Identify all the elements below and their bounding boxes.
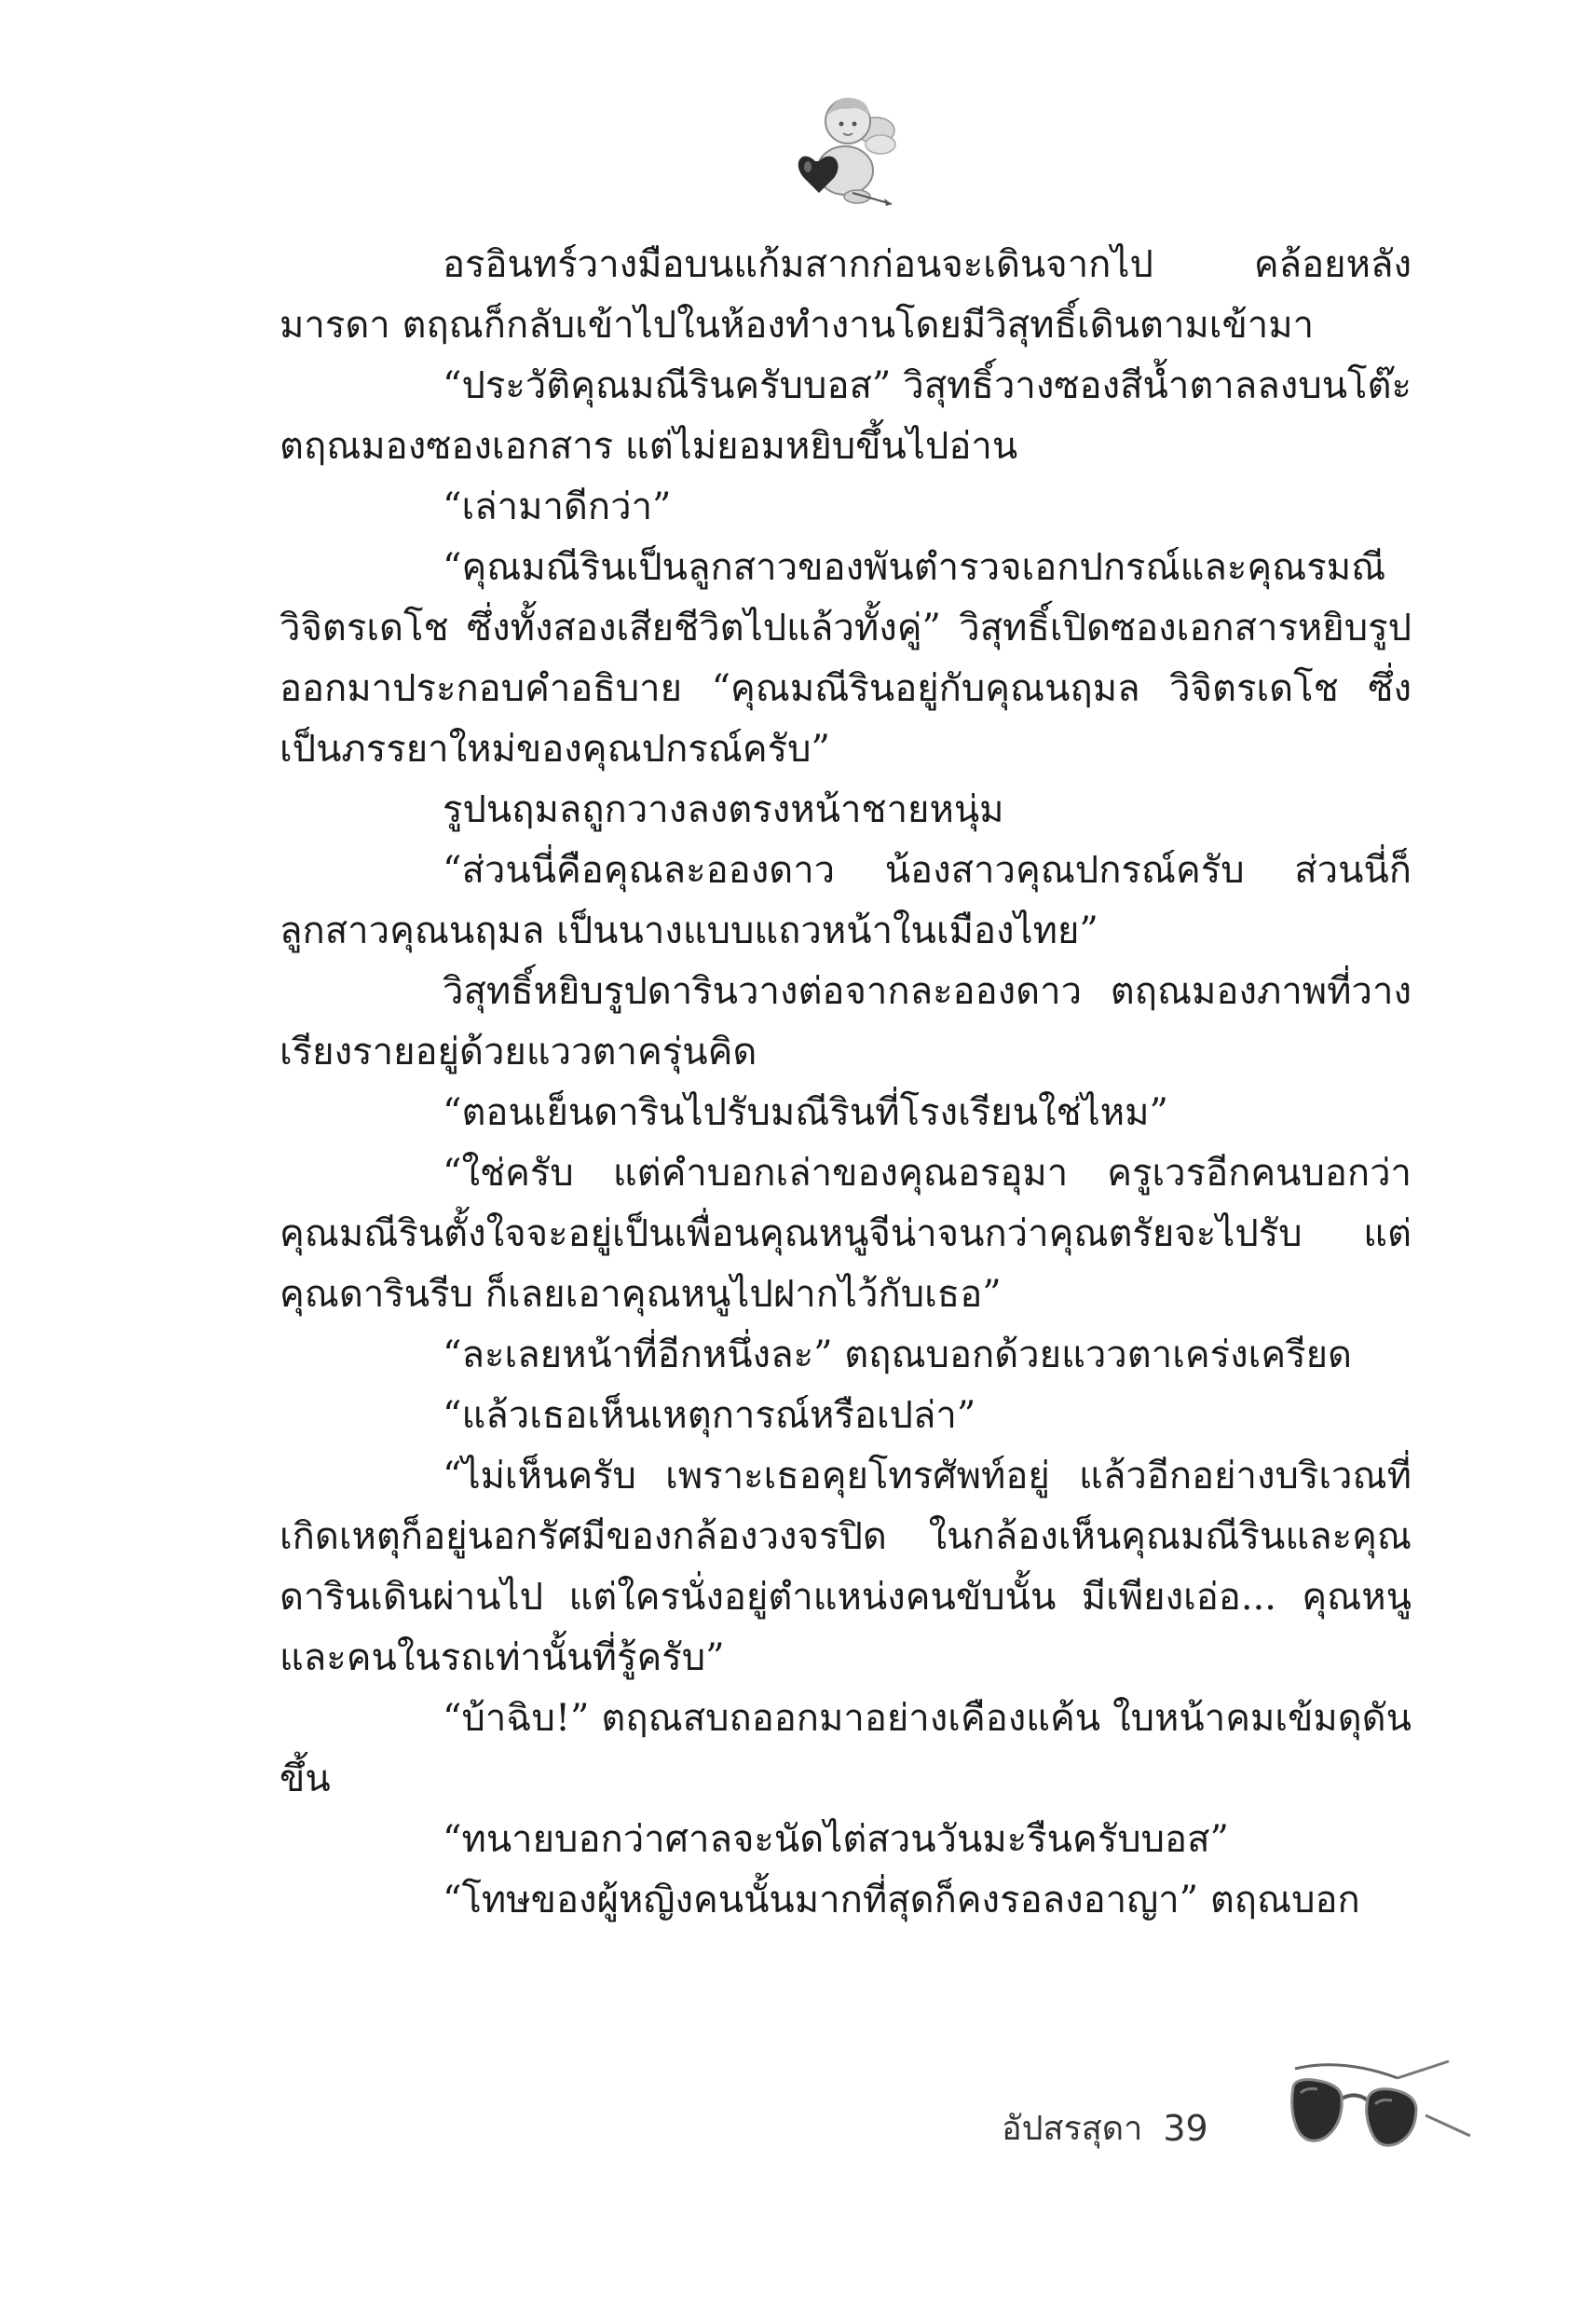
paragraph: “บ้าฉิบ!” ตฤณสบถออกมาอย่างเคืองแค้น ใบหน้าคมเข้มดุดันขึ้น	[280, 1697, 1412, 1800]
paragraph: “ส่วนนี่คือคุณละอองดาว น้องสาวคุณปกรณ์ครับ ส่วนนี่ก็ลูกสาวคุณนฤมล เป็นนางแบบแถวหน้าในเมืองไทย”	[280, 849, 1412, 952]
paragraph: “แล้วเธอเห็นเหตุการณ์หรือเปล่า”	[443, 1394, 976, 1437]
paragraph: วิสุทธิ์หยิบรูปดารินวางต่อจากละอองดาว ตฤณมองภาพที่วางเรียงรายอยู่ด้วยแววตาครุ่นคิด	[280, 970, 1412, 1073]
cupid-with-heart-icon	[787, 89, 899, 210]
paragraph: “คุณมณีรินเป็นลูกสาวของพันตำรวจเอกปกรณ์และคุณรมณี วิจิตรเดโช ซึ่งทั้งสองเสียชีวิตไปแล้วทั้งคู่” วิสุทธิ์เปิดซองเอกสารหยิบรูปออกมาประกอบคำอธิบาย “คุณมณีรินอยู่กับคุณนฤมล วิจิตรเดโช ซึ่งเป็นภรรยาใหม่ของคุณปกรณ์ครับ”	[280, 546, 1412, 771]
page-footer	[1002, 2101, 1208, 2154]
paragraph: อรอินทร์วางมือบนแก้มสากก่อนจะเดินจากไป คล้อยหลังมารดา ตฤณก็กลับเข้าไปในห้องทำงานโดยมีวิสุทธิ์เดินตามเข้ามา	[280, 243, 1412, 347]
paragraph: “เล่ามาดีกว่า”	[443, 485, 672, 528]
sunglasses-icon	[1286, 2050, 1472, 2162]
story-text	[280, 235, 1412, 1931]
paragraph: รูปนฤมลถูกวางลงตรงหน้าชายหนุ่ม	[443, 788, 1004, 831]
paragraph: “ไม่เห็นครับ เพราะเธอคุยโทรศัพท์อยู่ แล้วอีกอย่างบริเวณที่เกิดเหตุก็อยู่นอกรัศมีของกล้องวงจรปิด ในกล้องเห็นคุณมณีรินและคุณดารินเดินผ่านไป แต่ใครนั่งอยู่ตำแหน่งคนขับนั้น มีเพียงเอ่อ... คุณหนูและคนในรถเท่านั้นที่รู้ครับ”	[280, 1455, 1412, 1679]
paragraph: “ประวัติคุณมณีรินครับบอส” วิสุทธิ์วางซองสีน้ำตาลลงบนโต๊ะ ตฤณมองซองเอกสาร แต่ไม่ยอมหยิบขึ้นไปอ่าน	[280, 364, 1412, 468]
paragraph: “ทนายบอกว่าศาลจะนัดไต่สวนวันมะรืนครับบอส”	[443, 1818, 1229, 1861]
paragraph: “ใช่ครับ แต่คำบอกเล่าของคุณอรอุมา ครูเวรอีกคนบอกว่าคุณมณีรินตั้งใจจะอยู่เป็นเพื่อนคุณหนูจีน่าจนกว่าคุณตรัยจะไปรับ แต่คุณดารินรีบ ก็เลยเอาคุณหนูไปฝากไว้กับเธอ”	[280, 1152, 1412, 1316]
page-number: 39	[1163, 2107, 1208, 2149]
paragraph: “ตอนเย็นดารินไปรับมณีรินที่โรงเรียนใช่ไหม”	[443, 1091, 1168, 1134]
paragraph: “โทษของผู้หญิงคนนั้นมากที่สุดก็คงรอลงอาญา” ตฤณบอก	[443, 1879, 1360, 1921]
book-title: อัปสรสุดา	[1002, 2110, 1143, 2148]
paragraph: “ละเลยหน้าที่อีกหนึ่งละ” ตฤณบอกด้วยแววตาเคร่งเครียด	[443, 1333, 1352, 1376]
